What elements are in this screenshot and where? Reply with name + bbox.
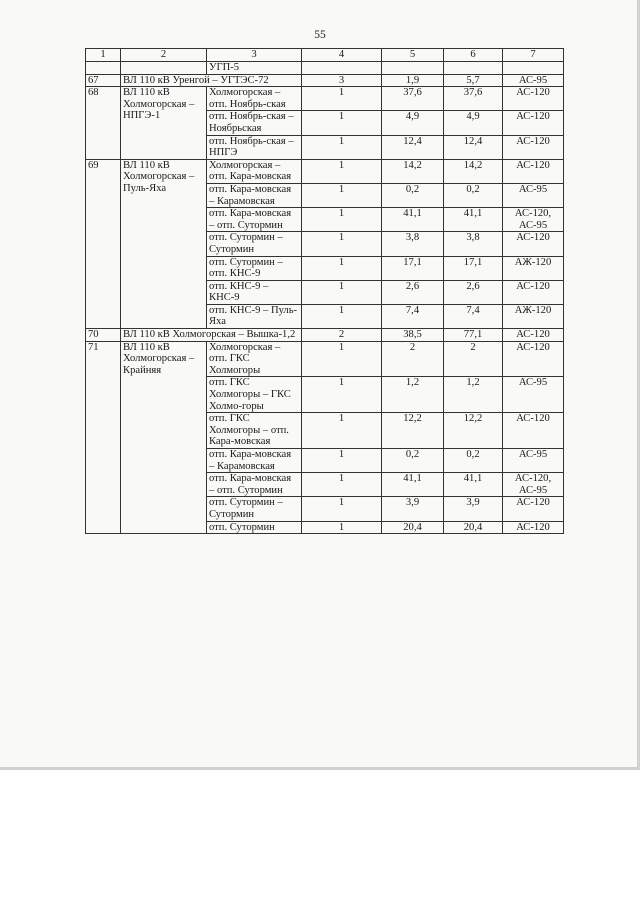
- segment-cell: отп. Ноябрь-ская – Ноябрьская: [207, 111, 302, 135]
- total-length-cell: 77,1: [444, 329, 503, 342]
- segment-cell: отп. Кара-мовская – Карамовская: [207, 449, 302, 473]
- column-header: 6: [444, 49, 503, 62]
- circuits-cell: 1: [302, 256, 382, 280]
- total-length-cell: 1,2: [444, 377, 503, 413]
- circuits-cell: 1: [302, 183, 382, 207]
- line-name: ВЛ 110 кВ Уренгой – УГТЭС-72: [121, 74, 302, 87]
- segment-cell: отп. Ноябрь-ская – НПГЭ: [207, 135, 302, 159]
- circuits-cell: 3: [302, 74, 382, 87]
- length-cell: 3,8: [382, 232, 444, 256]
- wire-type-cell: АС-120: [503, 280, 564, 304]
- circuits-cell: 1: [302, 473, 382, 497]
- column-header: 7: [503, 49, 564, 62]
- segment-cell: отп. ГКС Холмогоры – ГКС Холмо-горы: [207, 377, 302, 413]
- wire-type-cell: АС-120: [503, 135, 564, 159]
- total-length-cell: 41,1: [444, 208, 503, 232]
- wire-type-cell: АС-120, АС-95: [503, 473, 564, 497]
- power-lines-table: [85, 48, 564, 534]
- wire-type-cell: АС-120: [503, 111, 564, 135]
- line-name: ВЛ 110 кВ Холмогорская – НПГЭ-1: [121, 87, 207, 160]
- segment-cell: отп. Сутормин – отп. КНС-9: [207, 256, 302, 280]
- total-length-cell: 20,4: [444, 521, 503, 534]
- total-length-cell: 3,8: [444, 232, 503, 256]
- line-name: ВЛ 110 кВ Холмогорская – Вышка-1,2: [121, 329, 302, 342]
- circuits-cell: 1: [302, 449, 382, 473]
- circuits-cell: 2: [302, 329, 382, 342]
- row-number: 68: [86, 87, 121, 160]
- length-cell: 2,6: [382, 280, 444, 304]
- line-name: ВЛ 110 кВ Холмогорская – Крайняя: [121, 341, 207, 534]
- total-length-cell: 17,1: [444, 256, 503, 280]
- total-length-cell: 37,6: [444, 87, 503, 111]
- length-cell: 14,2: [382, 159, 444, 183]
- circuits-cell: 1: [302, 280, 382, 304]
- segment-cell: отп. Сутормин – Сутормин: [207, 232, 302, 256]
- length-cell: 41,1: [382, 208, 444, 232]
- wire-type-cell: АС-120: [503, 521, 564, 534]
- wire-type-cell: АС-120: [503, 413, 564, 449]
- segment-cell: отп. Сутормин – Сутормин: [207, 497, 302, 521]
- total-length-cell: 3,9: [444, 497, 503, 521]
- table-row: [86, 74, 564, 87]
- circuits-cell: 1: [302, 208, 382, 232]
- total-length-cell: 4,9: [444, 111, 503, 135]
- total-length-cell: 0,2: [444, 449, 503, 473]
- length-cell: 2: [382, 341, 444, 377]
- table-row: [86, 329, 564, 342]
- wire-type-cell: АС-120: [503, 497, 564, 521]
- table-row: [86, 159, 564, 183]
- wire-type-cell: АС-120: [503, 232, 564, 256]
- length-cell: 17,1: [382, 256, 444, 280]
- column-header: 2: [121, 49, 207, 62]
- length-cell: 4,9: [382, 111, 444, 135]
- total-length-cell: 12,4: [444, 135, 503, 159]
- wire-type-cell: АЖ-120: [503, 256, 564, 280]
- circuits-cell: 1: [302, 521, 382, 534]
- column-header: 5: [382, 49, 444, 62]
- wire-type-cell: АС-95: [503, 74, 564, 87]
- line-name: ВЛ 110 кВ Холмогорская – Пуль-Яха: [121, 159, 207, 328]
- circuits-cell: 1: [302, 377, 382, 413]
- table-row: [86, 341, 564, 377]
- wire-type-cell: АС-120: [503, 341, 564, 377]
- column-header: 3: [207, 49, 302, 62]
- segment-cell: отп. КНС-9 – Пуль-Яха: [207, 304, 302, 328]
- total-length-cell: 2: [444, 341, 503, 377]
- row-number: 71: [86, 341, 121, 534]
- row-number: 69: [86, 159, 121, 328]
- circuits-cell: 1: [302, 87, 382, 111]
- segment-cell: отп. ГКС Холмогоры – отп. Кара-мовская: [207, 413, 302, 449]
- length-cell: 41,1: [382, 473, 444, 497]
- wire-type-cell: АС-95: [503, 377, 564, 413]
- segment-cell: отп. Кара-мовская – отп. Сутормин: [207, 208, 302, 232]
- length-cell: 38,5: [382, 329, 444, 342]
- total-length-cell: 14,2: [444, 159, 503, 183]
- segment-cell: Холмогорская – отп. Ноябрь-ская: [207, 87, 302, 111]
- wire-type-cell: АС-120: [503, 159, 564, 183]
- length-cell: 37,6: [382, 87, 444, 111]
- segment-cell: Холмогорская – отп. ГКС Холмогоры: [207, 341, 302, 377]
- circuits-cell: 1: [302, 232, 382, 256]
- length-cell: 3,9: [382, 497, 444, 521]
- length-cell: 20,4: [382, 521, 444, 534]
- circuits-cell: 1: [302, 413, 382, 449]
- circuits-cell: 1: [302, 135, 382, 159]
- circuits-cell: 1: [302, 304, 382, 328]
- wire-type-cell: АС-120, АС-95: [503, 208, 564, 232]
- column-header: 4: [302, 49, 382, 62]
- length-cell: 12,4: [382, 135, 444, 159]
- segment-cell: отп. Сутормин: [207, 521, 302, 534]
- wire-type-cell: АЖ-120: [503, 304, 564, 328]
- wire-type-cell: АС-95: [503, 449, 564, 473]
- total-length-cell: 0,2: [444, 183, 503, 207]
- segment-cell: УГП-5: [207, 62, 302, 75]
- length-cell: 1,2: [382, 377, 444, 413]
- circuits-cell: 1: [302, 111, 382, 135]
- wire-type-cell: АС-95: [503, 183, 564, 207]
- total-length-cell: 12,2: [444, 413, 503, 449]
- segment-cell: отп. КНС-9 – КНС-9: [207, 280, 302, 304]
- total-length-cell: 41,1: [444, 473, 503, 497]
- total-length-cell: 2,6: [444, 280, 503, 304]
- length-cell: 12,2: [382, 413, 444, 449]
- page-number: 55: [314, 29, 326, 41]
- table-header-row: [86, 49, 564, 62]
- length-cell: 1,9: [382, 74, 444, 87]
- length-cell: 0,2: [382, 449, 444, 473]
- segment-cell: отп. Кара-мовская – отп. Сутормин: [207, 473, 302, 497]
- table-row: [86, 62, 564, 75]
- length-cell: 7,4: [382, 304, 444, 328]
- wire-type-cell: АС-120: [503, 329, 564, 342]
- total-length-cell: 7,4: [444, 304, 503, 328]
- circuits-cell: 1: [302, 497, 382, 521]
- circuits-cell: 1: [302, 159, 382, 183]
- row-number: 67: [86, 74, 121, 87]
- column-header: 1: [86, 49, 121, 62]
- total-length-cell: 5,7: [444, 74, 503, 87]
- wire-type-cell: АС-120: [503, 87, 564, 111]
- segment-cell: отп. Кара-мовская – Карамовская: [207, 183, 302, 207]
- length-cell: 0,2: [382, 183, 444, 207]
- circuits-cell: 1: [302, 341, 382, 377]
- table-row: [86, 87, 564, 111]
- row-number: 70: [86, 329, 121, 342]
- segment-cell: Холмогорская – отп. Кара-мовская: [207, 159, 302, 183]
